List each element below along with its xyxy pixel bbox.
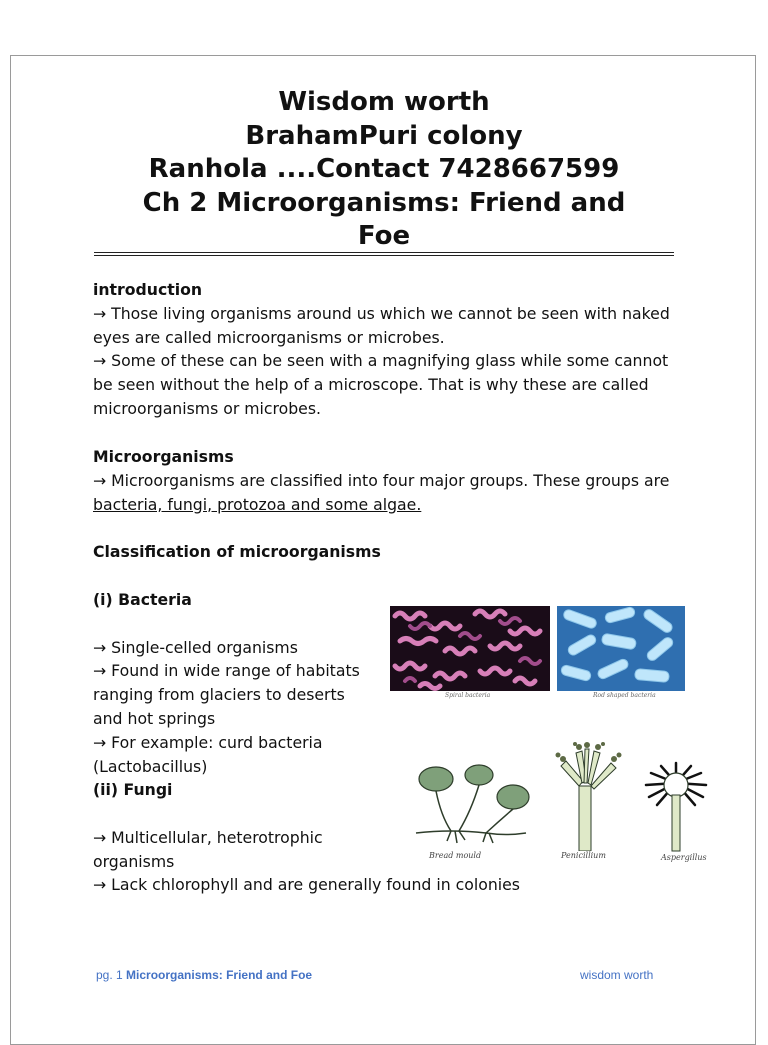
chapter-title-line-2: Foe — [357, 221, 411, 251]
footer-title: Microorganisms: Friend and Foe — [126, 968, 313, 982]
chapter-title-line-1: Ch 2 Microorganisms: Friend and — [142, 187, 626, 218]
document-page — [10, 55, 756, 1045]
bacteria-point-1: → Single-celled organisms — [93, 637, 298, 657]
bread-mould-image — [411, 761, 536, 851]
penicillium-caption: Penicillium — [561, 851, 606, 860]
document-header — [94, 86, 674, 254]
footer-right-text: wisdom worth — [580, 968, 654, 982]
spiral-bacteria-caption: Spiral bacteria — [445, 692, 491, 699]
header-double-rule — [94, 252, 674, 256]
page-footer — [96, 968, 312, 982]
microorganisms-paragraph — [93, 469, 678, 517]
fungi-heading: (ii) Fungi — [93, 780, 173, 800]
rod-bacteria-image — [557, 606, 685, 691]
header-line-1: Wisdom worth — [278, 87, 490, 117]
bacteria-point-2: → Found in wide range of habitats ranging from glaciers to deserts and hot springs — [93, 661, 360, 728]
microorganisms-heading: Microorganisms — [93, 447, 234, 466]
fungi-point-2: → Lack chlorophyll and are generally found in colonies — [93, 875, 520, 894]
introduction-heading: introduction — [93, 280, 203, 299]
microorganisms-text: → Microorganisms are classified into four major groups. These groups are — [93, 470, 670, 490]
microorganism-groups-underlined: bacteria, fungi, protozoa and some algae. — [93, 494, 422, 514]
header-line-2: BrahamPuri colony — [245, 120, 523, 151]
introduction-paragraph-1: → Those living organisms around us which we cannot be seen with naked eyes are called microorganisms or microbes. — [93, 303, 670, 347]
aspergillus-image — [641, 761, 711, 853]
penicillium-image — [546, 741, 626, 851]
header-line-3: Ranhola ....Contact 7428667599 — [148, 154, 620, 184]
fungi-point-1: → Multicellular, heterotrophic organisms — [93, 827, 323, 871]
bacteria-section — [93, 588, 368, 874]
bread-mould-caption: Bread mould — [429, 851, 482, 860]
introduction-paragraph-2: → Some of these can be seen with a magnifying glass while some cannot be seen without the help of a microscope. That is why these are called microorganisms or microbes. — [93, 351, 669, 418]
microorganisms-section — [93, 445, 678, 516]
spiral-bacteria-image — [390, 606, 550, 691]
aspergillus-caption: Aspergillus — [661, 853, 707, 862]
bacteria-heading: (i) Bacteria — [93, 590, 192, 609]
footer-page-number: pg. 1 — [96, 968, 123, 982]
classification-heading: Classification of microorganisms — [93, 542, 381, 561]
rod-bacteria-caption: Rod shaped bacteria — [593, 692, 656, 699]
bacteria-point-3: → For example: curd bacteria (Lactobacillus) — [93, 732, 323, 776]
introduction-section — [93, 278, 678, 421]
